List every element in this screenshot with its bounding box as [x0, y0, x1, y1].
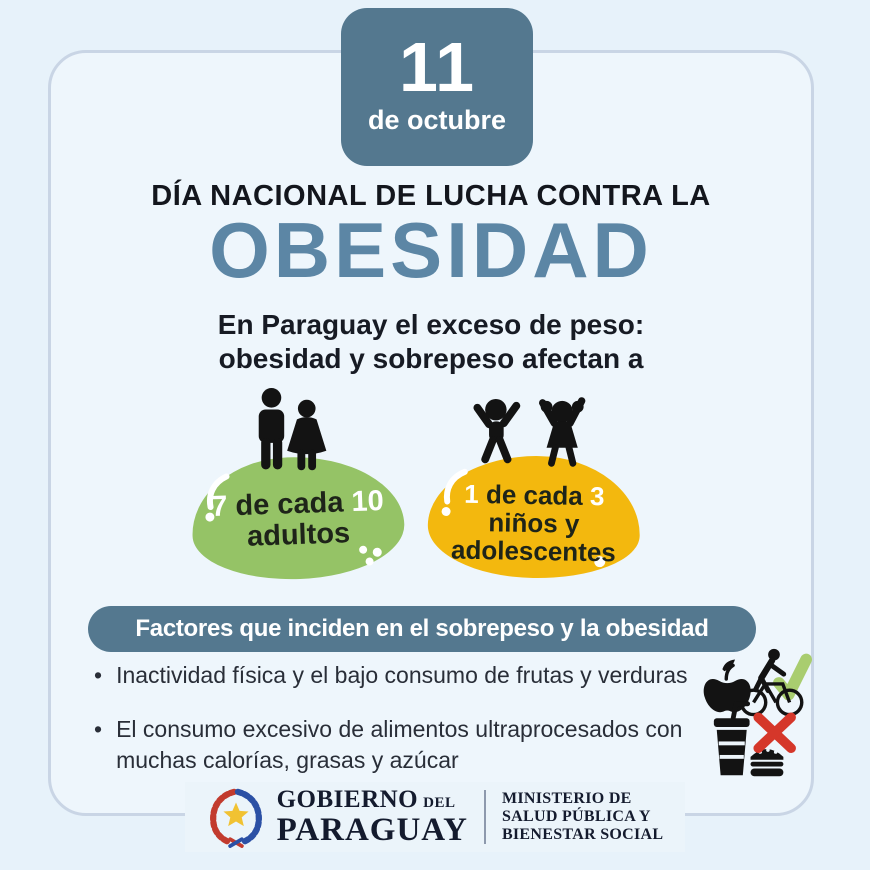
paraguay-wreath-star-icon: [207, 786, 265, 848]
factor-2-line2: muchas calorías, grasas y azúcar: [116, 747, 459, 773]
footer-divider: [484, 790, 486, 844]
date-badge: [341, 8, 533, 166]
gov-word-del: DEL: [423, 795, 456, 811]
ministry-line3: BIENESTAR SOCIAL: [501, 826, 664, 843]
subtitle-line2: obesidad y sobrepeso afectan a: [218, 343, 644, 374]
government-name-line1: [277, 787, 468, 812]
subtitle: [48, 308, 814, 376]
factor-1-text: Inactividad física y el bajo consumo de frutas y verduras: [116, 662, 688, 688]
fastfood-cross-icon: [706, 698, 798, 782]
adults-stat-text: [191, 485, 405, 554]
kids-stat-num1: 1: [464, 478, 480, 510]
factor-item-2: [94, 714, 724, 776]
kids-stat-label1: niños y: [488, 507, 580, 539]
bullet-marker: •: [94, 662, 103, 688]
government-name-line2: PARAGUAY: [276, 812, 468, 848]
page-title: OBESIDAD: [209, 206, 653, 294]
adults-couple-icon: [240, 387, 348, 485]
title-kicker: DÍA NACIONAL DE LUCHA CONTRA LA: [151, 180, 711, 212]
adults-stat-num1: 7: [210, 490, 228, 524]
subtitle-line1: En Paraguay el exceso de peso:: [217, 309, 645, 340]
ministry-name: [502, 790, 663, 844]
government-logo: [185, 782, 686, 852]
factors-heading: Factores que inciden en el sobrepeso y la obesidad: [88, 606, 756, 652]
adults-stat-mid: de cada: [226, 486, 353, 523]
date-month: de octubre: [367, 105, 507, 135]
kids-stat-mid: de cada: [478, 479, 591, 511]
ministry-line1: MINISTERIO DE: [501, 790, 632, 807]
factor-2-line1: El consumo excesivo de alimentos ultraprocesados con: [116, 716, 683, 742]
bullet-marker: •: [94, 716, 103, 742]
adults-stat-num2: 10: [350, 485, 385, 519]
date-day: 11: [399, 28, 475, 106]
children-icon: [466, 397, 594, 475]
factor-item-1: [94, 660, 724, 691]
kids-stat-line1: [428, 479, 640, 511]
footer: [0, 782, 870, 852]
ministry-line2: SALUD PÚBLICA Y: [501, 808, 651, 825]
kids-stat-text: [427, 479, 640, 567]
kids-stat-num2: 3: [589, 480, 605, 512]
gov-word-gobierno: GOBIERNO: [276, 786, 419, 813]
government-name: [277, 787, 468, 847]
adults-stat-label: adultos: [246, 517, 351, 553]
kids-stat-label2: adolescentes: [450, 534, 617, 568]
factor-2-text: [116, 714, 682, 776]
